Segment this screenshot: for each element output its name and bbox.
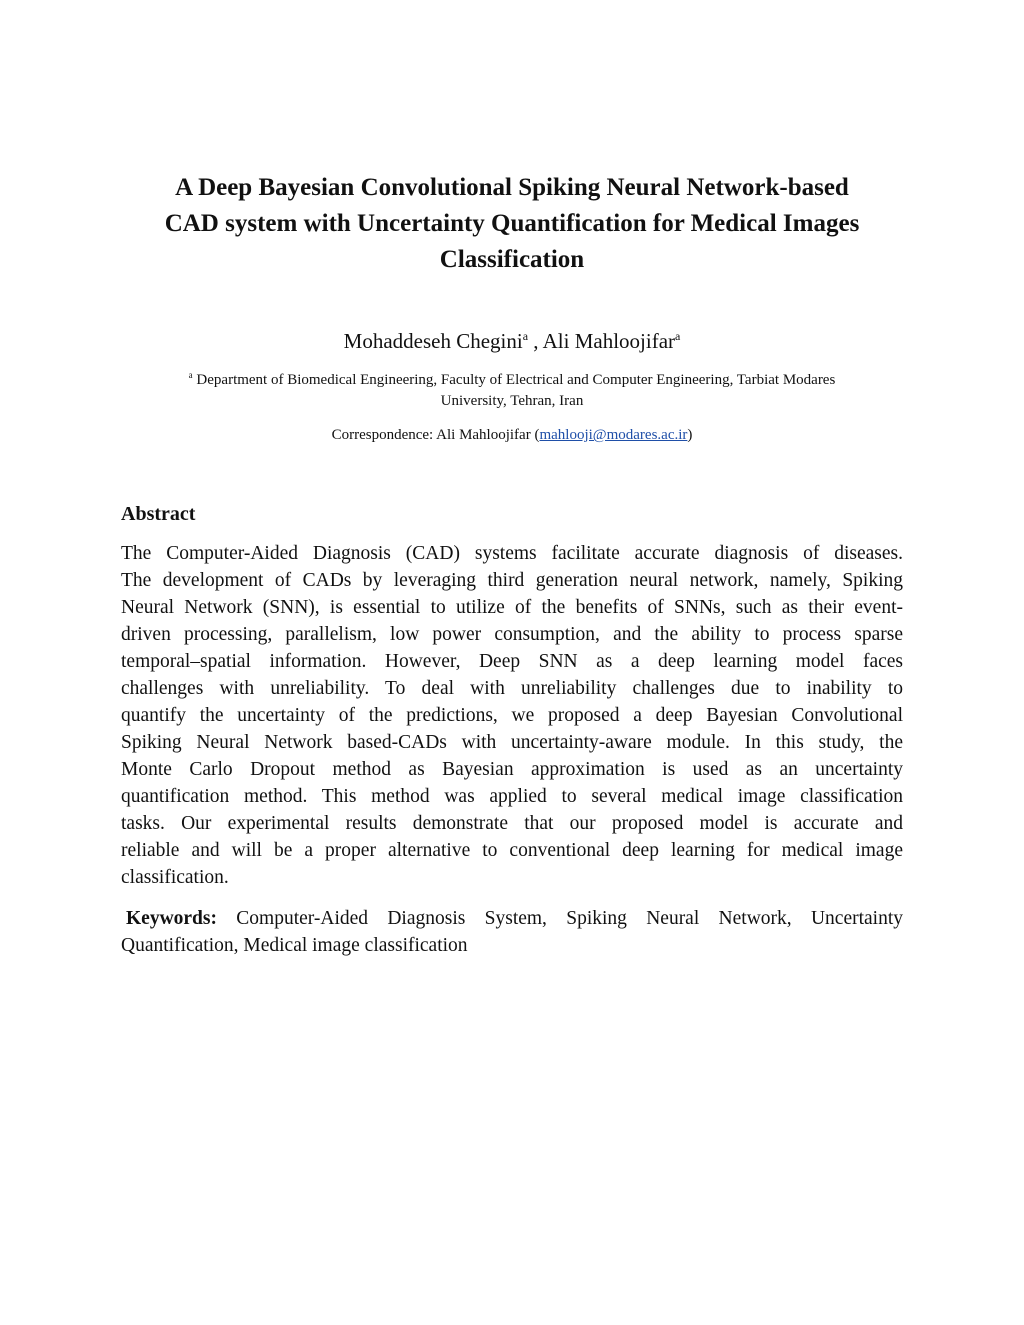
abstract-line: quantify the uncertainty of the predictions, we proposed a deep Bayesian Convolutional xyxy=(121,705,903,726)
affiliation-line xyxy=(140,370,884,391)
title-line: CAD system with Uncertainty Quantification for Medical Images xyxy=(164,210,860,237)
abstract-line: The development of CADs by leveraging third generation neural network, namely, Spiking xyxy=(121,570,903,591)
abstract-line: reliable and will be a proper alternative to conventional deep learning for medical image xyxy=(121,840,903,861)
abstract-line: Monte Carlo Dropout method as Bayesian approximation is used as an uncertainty xyxy=(121,759,903,780)
affiliation-mark: a xyxy=(188,370,193,380)
title-line: A Deep Bayesian Convolutional Spiking Neural Network-based xyxy=(175,174,849,201)
abstract-line: challenges with unreliability. To deal with unreliability challenges due to inability to xyxy=(121,678,903,699)
correspondence-prefix: Correspondence: Ali Mahloojifar ( xyxy=(331,427,540,443)
abstract-line: temporal–spatial information. However, Deep SNN as a deep learning model faces xyxy=(121,651,903,672)
abstract-line: quantification method. This method was applied to several medical image classification xyxy=(121,786,903,807)
author-affiliation-mark: a xyxy=(522,329,529,343)
correspondence-suffix: ) xyxy=(687,427,693,443)
correspondence-email-link[interactable]: mahlooji@modares.ac.ir xyxy=(539,427,688,443)
keywords-line xyxy=(121,905,903,932)
author-separator: , xyxy=(528,329,543,353)
abstract-line: tasks. Our experimental results demonstrate that our proposed model is accurate and xyxy=(121,813,903,834)
author-name: Ali Mahloojifar xyxy=(542,329,676,353)
abstract-line: Neural Network (SNN), is essential to utilize of the benefits of SNNs, such as their event- xyxy=(121,597,903,618)
abstract-heading: Abstract xyxy=(121,503,196,525)
author-name: Mohaddeseh Chegini xyxy=(343,329,523,353)
abstract-body xyxy=(121,540,903,891)
abstract-line: The Computer-Aided Diagnosis (CAD) systems facilitate accurate diagnosis of diseases. xyxy=(121,543,903,564)
keywords-text: Computer-Aided Diagnosis System, Spiking Neural Network, Uncertainty xyxy=(217,908,903,929)
author-list xyxy=(100,326,924,356)
title-line: Classification xyxy=(439,246,585,273)
paper-title xyxy=(100,170,924,278)
affiliation xyxy=(140,370,884,412)
affiliation-line: University, Tehran, Iran xyxy=(440,393,584,409)
abstract-line: classification. xyxy=(121,867,229,888)
abstract-line: driven processing, parallelism, low power consumption, and the ability to process sparse xyxy=(121,624,903,645)
keywords-label: Keywords: xyxy=(126,908,217,929)
abstract-line: Spiking Neural Network based-CADs with uncertainty-aware module. In this study, the xyxy=(121,732,903,753)
keywords-section xyxy=(121,905,903,959)
author-affiliation-mark: a xyxy=(675,329,681,343)
affiliation-text: Department of Biomedical Engineering, Faculty of Electrical and Computer Engineering, Tarbiat Modares xyxy=(192,372,836,388)
correspondence xyxy=(100,425,924,446)
keywords-line: Quantification, Medical image classification xyxy=(121,935,468,956)
